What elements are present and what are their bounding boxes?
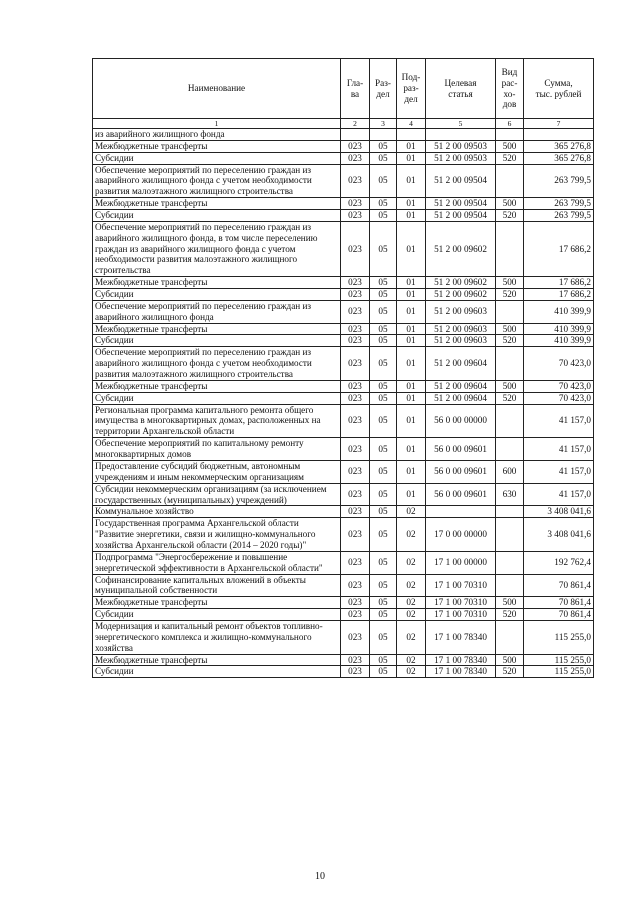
row-vid (496, 300, 524, 323)
row-sum: 365 276,8 (524, 152, 594, 164)
row-sum: 70 423,0 (524, 347, 594, 381)
row-target: 51 2 00 09602 (426, 277, 496, 289)
row-razdel: 05 (370, 335, 397, 347)
row-target: 51 2 00 09504 (426, 198, 496, 210)
row-sum: 70 861,4 (524, 574, 594, 597)
row-glava: 023 (341, 438, 370, 461)
row-sum: 192 762,4 (524, 551, 594, 574)
column-number: 6 (496, 119, 524, 129)
row-razdel: 05 (370, 210, 397, 222)
row-sum: 410 399,9 (524, 323, 594, 335)
row-name: Субсидии (93, 392, 341, 404)
row-podrazdel: 02 (397, 666, 426, 678)
row-target: 56 0 00 09601 (426, 483, 496, 506)
row-razdel: 05 (370, 609, 397, 621)
column-number: 5 (426, 119, 496, 129)
row-razdel: 05 (370, 438, 397, 461)
row-razdel: 05 (370, 140, 397, 152)
header-target: Целевая статья (426, 59, 496, 119)
row-sum: 263 799,5 (524, 210, 594, 222)
row-sum: 41 157,0 (524, 460, 594, 483)
row-vid: 520 (496, 289, 524, 301)
row-razdel: 05 (370, 460, 397, 483)
row-target: 17 1 00 70310 (426, 609, 496, 621)
column-number: 4 (397, 119, 426, 129)
row-glava: 023 (341, 666, 370, 678)
row-name: Субсидии (93, 609, 341, 621)
row-sum: 70 423,0 (524, 380, 594, 392)
row-podrazdel: 01 (397, 347, 426, 381)
header-podrazdel: Под- раз- дел (397, 59, 426, 119)
row-glava: 023 (341, 380, 370, 392)
row-target: 51 2 00 09602 (426, 221, 496, 276)
row-name: Субсидии (93, 666, 341, 678)
row-name: Обеспечение мероприятий по переселению граждан из аварийного жилищного фонда с учетом необходимости развития малоэтажного жилищного строительства (93, 347, 341, 381)
table-row (93, 129, 594, 141)
row-glava: 023 (341, 551, 370, 574)
row-name: Субсидии (93, 335, 341, 347)
table-row (93, 300, 594, 323)
row-podrazdel: 01 (397, 323, 426, 335)
table-row (93, 506, 594, 518)
table-row (93, 323, 594, 335)
row-sum: 41 157,0 (524, 483, 594, 506)
header-name: Наименование (93, 59, 341, 119)
header-sum: Сумма, тыс. рублей (524, 59, 594, 119)
table-row (93, 347, 594, 381)
table-row (93, 438, 594, 461)
row-podrazdel: 02 (397, 620, 426, 654)
row-podrazdel: 01 (397, 210, 426, 222)
column-numbers-row (93, 119, 594, 129)
row-target: 56 0 00 09601 (426, 438, 496, 461)
row-glava: 023 (341, 654, 370, 666)
table-row (93, 221, 594, 276)
row-name: Межбюджетные трансферты (93, 277, 341, 289)
row-vid: 600 (496, 460, 524, 483)
row-glava: 023 (341, 392, 370, 404)
row-razdel: 05 (370, 518, 397, 552)
row-name: Межбюджетные трансферты (93, 654, 341, 666)
column-number: 1 (93, 119, 341, 129)
row-razdel: 05 (370, 483, 397, 506)
row-vid: 520 (496, 609, 524, 621)
row-sum: 41 157,0 (524, 438, 594, 461)
row-razdel: 05 (370, 277, 397, 289)
row-podrazdel: 02 (397, 506, 426, 518)
row-glava: 023 (341, 518, 370, 552)
row-razdel: 05 (370, 404, 397, 438)
row-razdel: 05 (370, 597, 397, 609)
table-row (93, 277, 594, 289)
row-podrazdel: 02 (397, 518, 426, 552)
table-row (93, 483, 594, 506)
row-glava: 023 (341, 335, 370, 347)
row-razdel: 05 (370, 574, 397, 597)
row-sum: 263 799,5 (524, 164, 594, 198)
row-name: Обеспечение мероприятий по переселению граждан из аварийного жилищного фонда с учетом необходимости развития малоэтажного жилищного строительства (93, 164, 341, 198)
row-sum: 3 408 041,6 (524, 506, 594, 518)
row-podrazdel: 01 (397, 460, 426, 483)
row-name: Региональная программа капитального ремонта общего имущества в многоквартирных домах, расположенных на территории Архангельской области (93, 404, 341, 438)
table-row (93, 140, 594, 152)
row-glava: 023 (341, 221, 370, 276)
row-glava: 023 (341, 483, 370, 506)
row-vid: 520 (496, 152, 524, 164)
row-name: Межбюджетные трансферты (93, 323, 341, 335)
row-vid (496, 506, 524, 518)
table-row (93, 620, 594, 654)
table-row (93, 152, 594, 164)
row-podrazdel: 01 (397, 300, 426, 323)
row-target: 17 0 00 00000 (426, 518, 496, 552)
row-vid (496, 438, 524, 461)
row-podrazdel: 01 (397, 140, 426, 152)
row-razdel: 05 (370, 164, 397, 198)
row-name: Предоставление субсидий бюджетным, автономным учреждениям и иным некоммерческим организациям (93, 460, 341, 483)
row-glava: 023 (341, 140, 370, 152)
row-target: 17 1 00 78340 (426, 620, 496, 654)
row-glava: 023 (341, 609, 370, 621)
row-name: Субсидии некоммерческим организациям (за исключением государственных (муниципальных) учреждений) (93, 483, 341, 506)
row-podrazdel: 01 (397, 277, 426, 289)
row-target: 17 1 00 78340 (426, 654, 496, 666)
row-target: 56 0 00 09601 (426, 460, 496, 483)
row-name: Обеспечение мероприятий по переселению граждан из аварийного жилищного фонда, в том числе переселению граждан из аварийного жилищного фонда с учетом необходимости развития малоэтажного жилищного строительства (93, 221, 341, 276)
table-row (93, 289, 594, 301)
row-sum: 17 686,2 (524, 221, 594, 276)
row-razdel: 05 (370, 380, 397, 392)
table-row (93, 210, 594, 222)
row-sum: 410 399,9 (524, 300, 594, 323)
row-target: 17 1 00 70310 (426, 597, 496, 609)
row-glava: 023 (341, 460, 370, 483)
row-glava: 023 (341, 210, 370, 222)
row-vid (496, 347, 524, 381)
row-sum: 263 799,5 (524, 198, 594, 210)
row-razdel: 05 (370, 666, 397, 678)
table-row (93, 164, 594, 198)
row-vid: 500 (496, 140, 524, 152)
table-row (93, 654, 594, 666)
row-glava: 023 (341, 164, 370, 198)
row-podrazdel: 02 (397, 551, 426, 574)
row-glava: 023 (341, 597, 370, 609)
row-glava: 023 (341, 152, 370, 164)
row-sum: 115 255,0 (524, 654, 594, 666)
row-podrazdel: 01 (397, 392, 426, 404)
row-vid (496, 551, 524, 574)
row-name: Обеспечение мероприятий по переселению граждан из аварийного жилищного фонда (93, 300, 341, 323)
table-row (93, 609, 594, 621)
row-target: 51 2 00 09503 (426, 152, 496, 164)
row-vid (496, 221, 524, 276)
row-razdel: 05 (370, 551, 397, 574)
row-vid (496, 404, 524, 438)
row-sum: 115 255,0 (524, 666, 594, 678)
row-glava: 023 (341, 323, 370, 335)
row-podrazdel: 02 (397, 597, 426, 609)
row-vid: 630 (496, 483, 524, 506)
row-vid (496, 574, 524, 597)
column-number: 2 (341, 119, 370, 129)
row-vid (496, 518, 524, 552)
row-target: 51 2 00 09604 (426, 347, 496, 381)
row-target: 51 2 00 09603 (426, 323, 496, 335)
row-podrazdel: 01 (397, 483, 426, 506)
row-sum: 3 408 041,6 (524, 518, 594, 552)
row-name: Межбюджетные трансферты (93, 597, 341, 609)
row-sum (524, 129, 594, 141)
row-name: Межбюджетные трансферты (93, 198, 341, 210)
row-glava (341, 129, 370, 141)
row-sum: 115 255,0 (524, 620, 594, 654)
row-target: 51 2 00 09603 (426, 335, 496, 347)
row-vid (496, 164, 524, 198)
row-vid: 500 (496, 597, 524, 609)
row-name: Субсидии (93, 210, 341, 222)
table-row (93, 392, 594, 404)
row-razdel: 05 (370, 323, 397, 335)
row-sum: 70 861,4 (524, 597, 594, 609)
row-glava: 023 (341, 620, 370, 654)
row-glava: 023 (341, 574, 370, 597)
row-glava: 023 (341, 198, 370, 210)
table-row (93, 460, 594, 483)
row-name: Государственная программа Архангельской области "Развитие энергетики, связи и жилищно-коммунального хозяйства Архангельской области (2014 – 2020 годы)" (93, 518, 341, 552)
row-target: 17 1 00 70310 (426, 574, 496, 597)
row-podrazdel: 02 (397, 574, 426, 597)
row-podrazdel: 02 (397, 654, 426, 666)
column-number: 7 (524, 119, 594, 129)
row-vid: 520 (496, 392, 524, 404)
table-row (93, 380, 594, 392)
row-razdel: 05 (370, 221, 397, 276)
row-razdel: 05 (370, 152, 397, 164)
table-row (93, 551, 594, 574)
row-podrazdel: 01 (397, 404, 426, 438)
row-glava: 023 (341, 404, 370, 438)
row-target: 51 2 00 09602 (426, 289, 496, 301)
row-vid: 500 (496, 323, 524, 335)
row-podrazdel: 01 (397, 164, 426, 198)
row-glava: 023 (341, 300, 370, 323)
page-number: 10 (315, 871, 325, 882)
row-glava: 023 (341, 277, 370, 289)
row-razdel: 05 (370, 198, 397, 210)
row-sum: 70 861,4 (524, 609, 594, 621)
row-sum: 365 276,8 (524, 140, 594, 152)
row-razdel: 05 (370, 300, 397, 323)
row-podrazdel: 01 (397, 152, 426, 164)
row-vid: 500 (496, 277, 524, 289)
row-vid: 500 (496, 198, 524, 210)
row-name: Модернизация и капитальный ремонт объектов топливно-энергетического комплекса и жилищно-коммунального хозяйства (93, 620, 341, 654)
row-name: Субсидии (93, 152, 341, 164)
row-podrazdel: 01 (397, 289, 426, 301)
row-podrazdel: 01 (397, 438, 426, 461)
row-name: Межбюджетные трансферты (93, 140, 341, 152)
row-vid: 520 (496, 666, 524, 678)
row-podrazdel (397, 129, 426, 141)
row-name: Коммунальное хозяйство (93, 506, 341, 518)
row-podrazdel: 01 (397, 221, 426, 276)
row-vid (496, 620, 524, 654)
row-target: 17 1 00 78340 (426, 666, 496, 678)
row-glava: 023 (341, 506, 370, 518)
row-vid: 500 (496, 654, 524, 666)
row-name: Подпрограмма "Энергосбережение и повышение энергетической эффективности в Архангельской области" (93, 551, 341, 574)
row-sum: 410 399,9 (524, 335, 594, 347)
header-glava: Гла- ва (341, 59, 370, 119)
row-target (426, 129, 496, 141)
table-row (93, 518, 594, 552)
row-sum: 17 686,2 (524, 277, 594, 289)
row-podrazdel: 01 (397, 335, 426, 347)
row-target: 51 2 00 09503 (426, 140, 496, 152)
row-sum: 17 686,2 (524, 289, 594, 301)
row-podrazdel: 01 (397, 198, 426, 210)
row-razdel: 05 (370, 654, 397, 666)
row-sum: 70 423,0 (524, 392, 594, 404)
row-target: 17 1 00 00000 (426, 551, 496, 574)
budget-table (92, 58, 594, 678)
table-row (93, 574, 594, 597)
table-row (93, 335, 594, 347)
row-name: Субсидии (93, 289, 341, 301)
table-row (93, 666, 594, 678)
row-target: 51 2 00 09604 (426, 380, 496, 392)
row-name: Софинансирование капитальных вложений в объекты муниципальной собственности (93, 574, 341, 597)
row-target: 51 2 00 09603 (426, 300, 496, 323)
row-name: Обеспечение мероприятий по капитальному ремонту многоквартирных домов (93, 438, 341, 461)
row-target: 51 2 00 09504 (426, 164, 496, 198)
row-razdel (370, 129, 397, 141)
row-target: 56 0 00 00000 (426, 404, 496, 438)
row-razdel: 05 (370, 289, 397, 301)
table-body (93, 129, 594, 678)
table-row (93, 198, 594, 210)
row-target (426, 506, 496, 518)
table-header (93, 59, 594, 129)
row-razdel: 05 (370, 620, 397, 654)
row-target: 51 2 00 09504 (426, 210, 496, 222)
row-podrazdel: 01 (397, 380, 426, 392)
row-razdel: 05 (370, 506, 397, 518)
header-razdel: Раз- дел (370, 59, 397, 119)
row-target: 51 2 00 09604 (426, 392, 496, 404)
row-razdel: 05 (370, 392, 397, 404)
row-name: из аварийного жилищного фонда (93, 129, 341, 141)
table-row (93, 597, 594, 609)
row-name: Межбюджетные трансферты (93, 380, 341, 392)
row-vid: 520 (496, 335, 524, 347)
row-razdel: 05 (370, 347, 397, 381)
row-vid (496, 129, 524, 141)
table-row (93, 404, 594, 438)
row-glava: 023 (341, 347, 370, 381)
row-glava: 023 (341, 289, 370, 301)
row-podrazdel: 02 (397, 609, 426, 621)
row-sum: 41 157,0 (524, 404, 594, 438)
row-vid: 520 (496, 210, 524, 222)
header-vid: Вид рас- хо- дов (496, 59, 524, 119)
row-vid: 500 (496, 380, 524, 392)
column-number: 3 (370, 119, 397, 129)
